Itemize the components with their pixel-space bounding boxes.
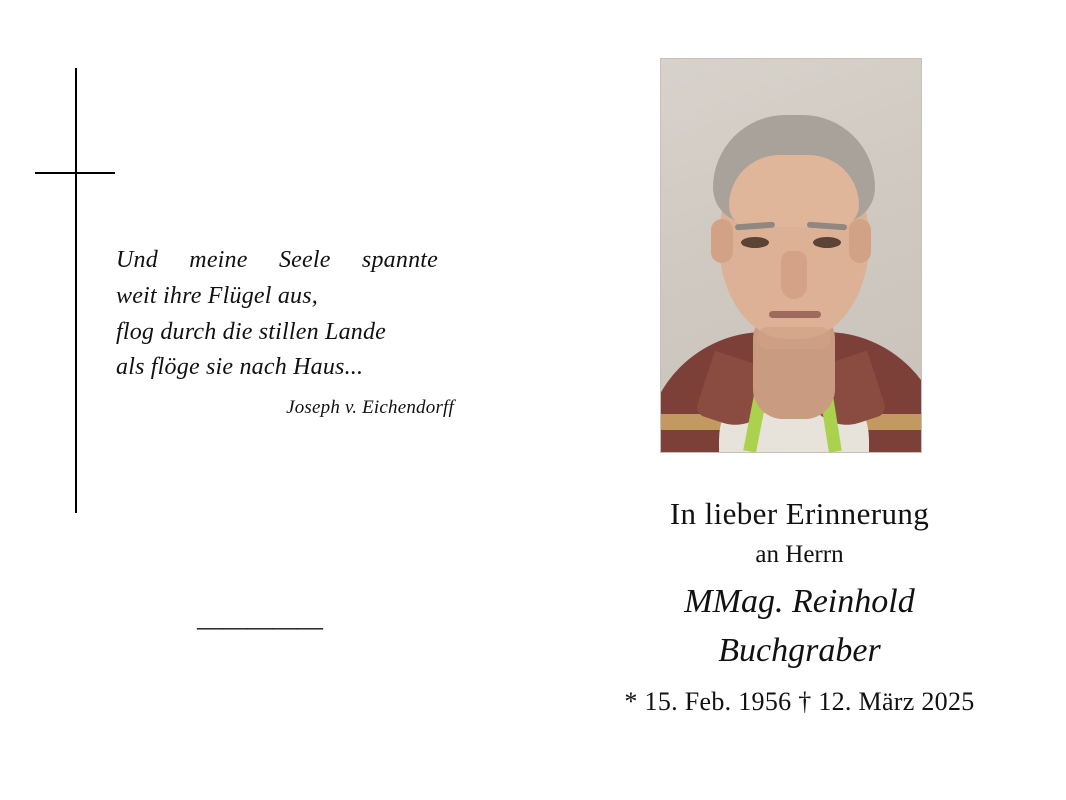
- memorial-subline: an Herrn: [755, 541, 844, 569]
- photo-eye-left: [741, 237, 769, 248]
- cross-vertical-bar: [75, 68, 77, 513]
- poem-line: weit ihre Flügel aus,: [116, 282, 318, 309]
- decorative-separator: —————: [197, 612, 322, 641]
- memorial-headline: In lieber Erinnerung: [669, 496, 930, 531]
- poem-author: Joseph v. Eichendorff: [286, 397, 454, 418]
- photo-forehead: [729, 155, 859, 227]
- photo-nose: [781, 251, 807, 299]
- deceased-name-line-2: Buchgraber: [718, 632, 881, 670]
- right-page: [533, 0, 1066, 800]
- poem-line: als flöge sie nach Haus...: [116, 354, 364, 381]
- portrait-photo: [660, 58, 922, 453]
- photo-chin: [757, 327, 831, 349]
- deceased-name-line-1: MMag. Reinhold: [684, 582, 915, 620]
- poem-block: [116, 243, 456, 422]
- poem-line: flog durch die stillen Lande: [116, 318, 387, 345]
- cross-icon: [35, 68, 115, 513]
- memorial-text-block: [533, 495, 1066, 717]
- photo-ear-left: [711, 219, 733, 263]
- photo-ear-right: [849, 219, 871, 263]
- cross-horizontal-bar: [35, 172, 115, 174]
- life-dates: * 15. Feb. 1956 † 12. März 2025: [624, 686, 975, 716]
- photo-eye-right: [813, 237, 841, 248]
- photo-mouth: [769, 311, 821, 318]
- poem-line: Und meine Seele spannte: [116, 247, 438, 273]
